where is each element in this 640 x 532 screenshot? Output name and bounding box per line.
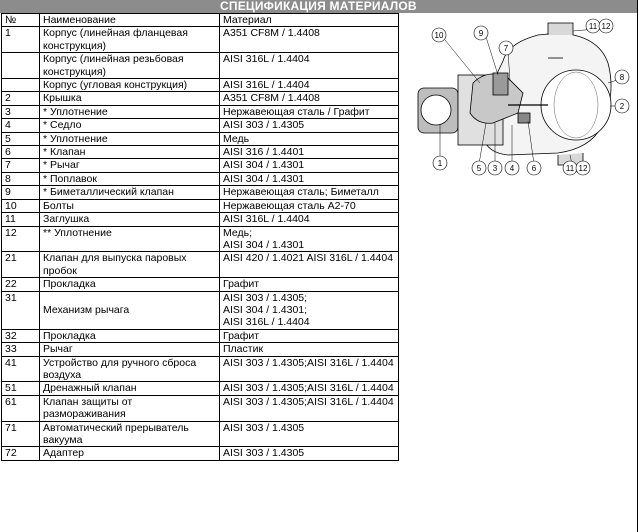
row-material: Медь; AISI 304 / 1.4301 <box>220 226 399 252</box>
page-right-border <box>637 0 638 532</box>
row-name: Устройство для ручного сброса воздуха <box>40 356 220 382</box>
table-row <box>2 186 399 199</box>
row-number: 5 <box>2 132 40 145</box>
row-number: 3 <box>2 105 40 118</box>
table-row <box>2 421 399 447</box>
table-row <box>2 343 399 356</box>
row-name: Болты <box>40 199 220 212</box>
row-material: AISI 304 / 1.4301 <box>220 159 399 172</box>
row-number: 11 <box>2 213 40 226</box>
row-number: 71 <box>2 421 40 447</box>
row-material: AISI 303 / 1.4305 <box>220 447 399 460</box>
table-row <box>2 132 399 145</box>
table-row <box>2 159 399 172</box>
row-material: A351 CF8M / 1.4408 <box>220 27 399 53</box>
row-name: Рычаг <box>40 343 220 356</box>
row-name: Прокладка <box>40 278 220 291</box>
row-number: 21 <box>2 252 40 278</box>
row-material: AISI 304 / 1.4301 <box>220 172 399 185</box>
header-material: Материал <box>220 14 399 27</box>
row-material: Нержавеющая сталь A2-70 <box>220 199 399 212</box>
materials-table <box>1 13 399 461</box>
row-number: 32 <box>2 329 40 342</box>
row-name: * Седло <box>40 119 220 132</box>
table-row <box>2 79 399 92</box>
row-number: 9 <box>2 186 40 199</box>
row-name: ** Уплотнение <box>40 226 220 252</box>
table-row <box>2 447 399 460</box>
row-name: * Рычаг <box>40 159 220 172</box>
row-number: 41 <box>2 356 40 382</box>
row-material: AISI 316L / 1.4404 <box>220 53 399 79</box>
row-number <box>2 53 40 79</box>
callout-12-top: 12 <box>601 22 611 31</box>
table-row <box>2 291 399 329</box>
row-name: Автоматический прерыватель вакуума <box>40 421 220 447</box>
row-material: AISI 316 / 1.4401 <box>220 146 399 159</box>
row-number: 10 <box>2 199 40 212</box>
callout-11-bottom: 11 <box>565 164 575 173</box>
row-name: Корпус (линейная фланцевая конструкция) <box>40 27 220 53</box>
table-row <box>2 382 399 395</box>
row-name: Заглушка <box>40 213 220 226</box>
callout-4: 4 <box>509 164 515 173</box>
table-row <box>2 356 399 382</box>
table-row <box>2 395 399 421</box>
row-material: Графит <box>220 329 399 342</box>
callout-8: 8 <box>619 73 625 82</box>
table-row <box>2 119 399 132</box>
row-material: A351 CF8M / 1.4408 <box>220 92 399 105</box>
row-number: 4 <box>2 119 40 132</box>
steam-trap-diagram <box>398 13 638 183</box>
callout-11-top: 11 <box>588 22 598 31</box>
callout-3: 3 <box>492 164 498 173</box>
row-material: AISI 303 / 1.4305; AISI 304 / 1.4301; AISI 316L / 1.4404 <box>220 291 399 329</box>
table-row <box>2 329 399 342</box>
row-material: AISI 420 / 1.4021 AISI 316L / 1.4404 <box>220 252 399 278</box>
row-material: Нержавеющая сталь / Графит <box>220 105 399 118</box>
row-name: * Уплотнение <box>40 105 220 118</box>
row-number: 31 <box>2 291 40 329</box>
table-row <box>2 226 399 252</box>
row-name: * Поплавок <box>40 172 220 185</box>
table-row <box>2 53 399 79</box>
row-number: 2 <box>2 92 40 105</box>
callout-5: 5 <box>476 164 482 173</box>
callout-12-bottom: 12 <box>578 164 588 173</box>
row-material: AISI 303 / 1.4305;AISI 316L / 1.4404 <box>220 395 399 421</box>
table-row <box>2 172 399 185</box>
row-name: * Биметаллический клапан <box>40 186 220 199</box>
row-name: Дренажный клапан <box>40 382 220 395</box>
row-number: 61 <box>2 395 40 421</box>
callout-9: 9 <box>478 29 484 38</box>
row-number: 12 <box>2 226 40 252</box>
callout-7: 7 <box>503 44 509 53</box>
row-name: * Уплотнение <box>40 132 220 145</box>
header-name: Наименование <box>40 14 220 27</box>
row-number: 33 <box>2 343 40 356</box>
table-row <box>2 27 399 53</box>
row-material: AISI 303 / 1.4305;AISI 316L / 1.4404 <box>220 382 399 395</box>
row-name: Клапан защиты от размораживания <box>40 395 220 421</box>
row-number: 6 <box>2 146 40 159</box>
callout-2: 2 <box>619 102 625 111</box>
row-material: Графит <box>220 278 399 291</box>
row-name: Крышка <box>40 92 220 105</box>
row-material: AISI 303 / 1.4305;AISI 316L / 1.4404 <box>220 356 399 382</box>
table-row <box>2 213 399 226</box>
table-row <box>2 199 399 212</box>
row-name: Адаптер <box>40 447 220 460</box>
table-row <box>2 92 399 105</box>
trap-body-drawing <box>418 23 611 165</box>
callout-10: 10 <box>434 31 444 40</box>
header-num: № <box>2 14 40 27</box>
row-number: 22 <box>2 278 40 291</box>
row-number: 7 <box>2 159 40 172</box>
row-name: Клапан для выпуска паровых пробок <box>40 252 220 278</box>
page-title: СПЕЦИФИКАЦИЯ МАТЕРИАЛОВ <box>220 0 417 13</box>
row-number: 1 <box>2 27 40 53</box>
row-material: Медь <box>220 132 399 145</box>
table-row <box>2 105 399 118</box>
row-material: AISI 303 / 1.4305 <box>220 421 399 447</box>
table-row <box>2 146 399 159</box>
callout-6: 6 <box>531 164 537 173</box>
row-number: 72 <box>2 447 40 460</box>
row-name: Механизм рычага <box>40 291 220 329</box>
callout-1: 1 <box>437 159 443 168</box>
row-number <box>2 79 40 92</box>
row-material: Пластик <box>220 343 399 356</box>
row-name: * Клапан <box>40 146 220 159</box>
row-name: Корпус (угловая конструкция) <box>40 79 220 92</box>
row-material: AISI 316L / 1.4404 <box>220 213 399 226</box>
table-row <box>2 278 399 291</box>
row-material: Нержавеющая сталь; Биметалл <box>220 186 399 199</box>
row-name: Корпус (линейная резьбовая конструкция) <box>40 53 220 79</box>
table-header-row <box>2 14 399 27</box>
row-number: 8 <box>2 172 40 185</box>
row-number: 51 <box>2 382 40 395</box>
title-banner <box>0 0 637 13</box>
row-material: AISI 316L / 1.4404 <box>220 79 399 92</box>
table-row <box>2 252 399 278</box>
row-name: Прокладка <box>40 329 220 342</box>
row-material: AISI 303 / 1.4305 <box>220 119 399 132</box>
